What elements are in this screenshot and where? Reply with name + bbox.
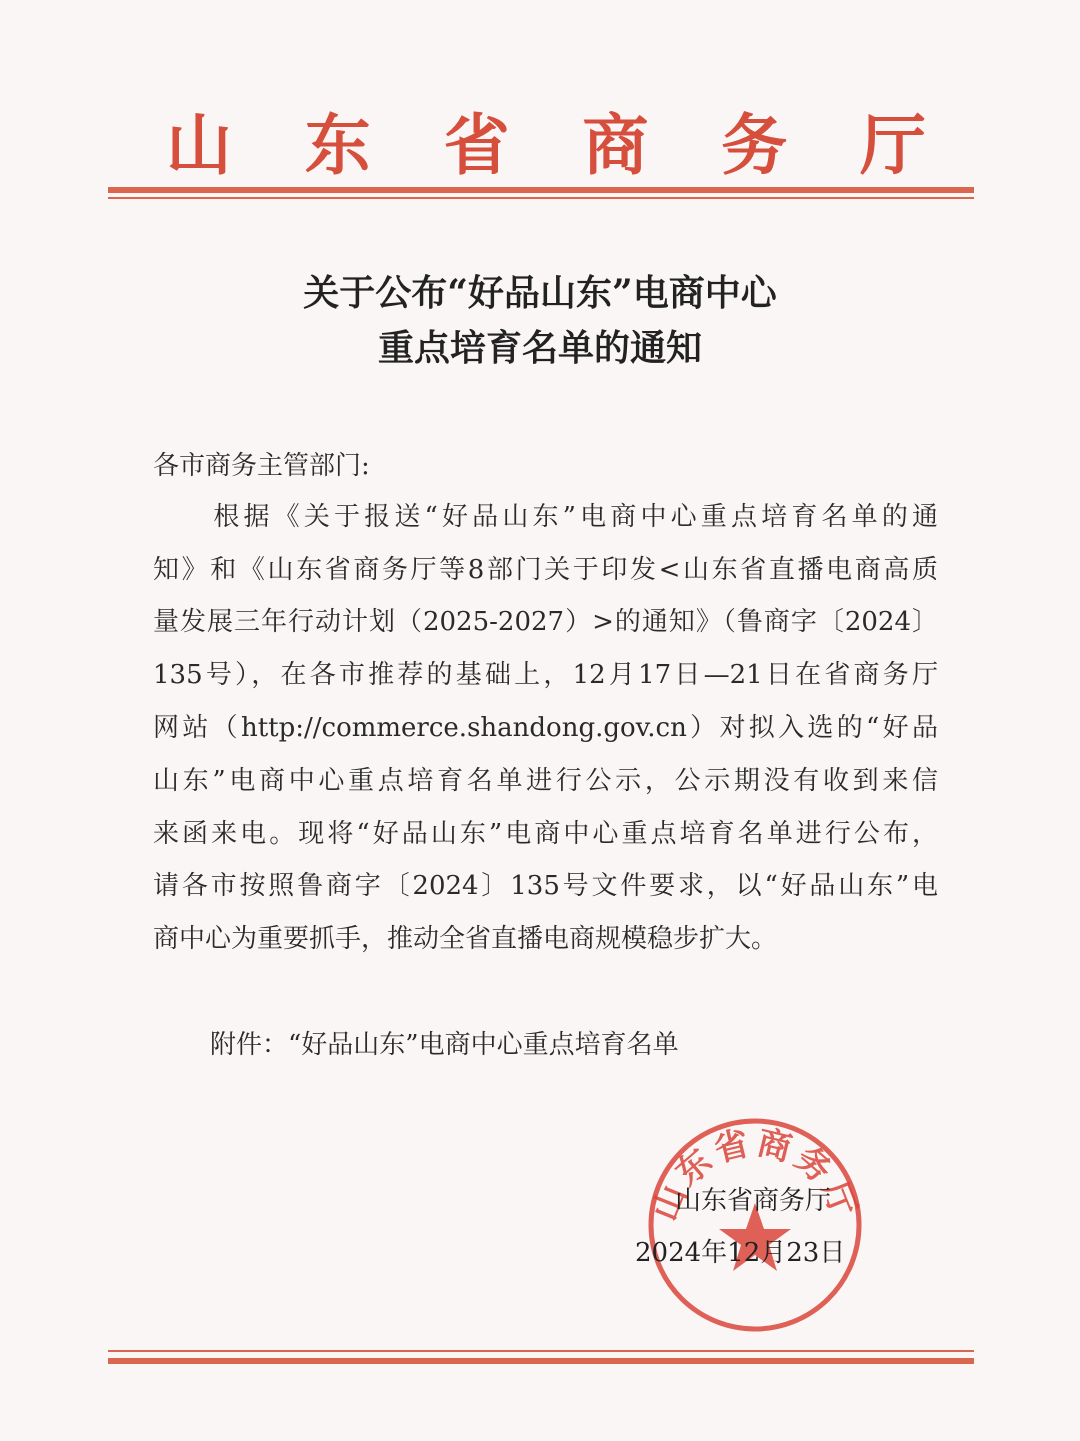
masthead-char: 商 xyxy=(582,106,649,184)
footer-rule-thick xyxy=(108,1358,974,1364)
attachment-note: 附件：“好品山东”电商中心重点培育名单 xyxy=(210,1030,679,1060)
signature-date: 2024年12月23日 xyxy=(635,1238,846,1268)
signature-organization: 山东省商务厅 xyxy=(675,1186,832,1216)
masthead-char: 山 xyxy=(166,106,232,184)
masthead-char: 厅 xyxy=(859,106,926,184)
masthead-rule-thin xyxy=(108,197,974,199)
masthead-char: 务 xyxy=(721,106,788,184)
body-line: 知》和《山东省商务厅等8部门关于印发<山东省直播电商高质 xyxy=(153,555,938,585)
body-line: 商中心为重要抓手，推动全省直播电商规模稳步扩大。 xyxy=(153,924,778,954)
body-line: 请各市按照鲁商字〔2024〕135号文件要求，以“好品山东”电 xyxy=(153,871,938,901)
masthead-char: 省 xyxy=(443,106,510,184)
body-line: 量发展三年行动计划（2025-2027）>的通知》（鲁商字〔2024〕 xyxy=(153,607,938,637)
svg-text:山东省商务厅: 山东省商务厅 xyxy=(645,1122,865,1227)
masthead xyxy=(108,100,974,190)
body-line: 来函来电。现将“好品山东”电商中心重点培育名单进行公布， xyxy=(153,819,938,849)
official-seal-stamp xyxy=(645,1115,865,1335)
title-line-2: 重点培育名单的通知 xyxy=(377,327,702,369)
body-line: 山东”电商中心重点培育名单进行公示，公示期没有收到来信 xyxy=(153,766,938,796)
masthead-char: 东 xyxy=(304,106,371,184)
body-line: 网站（http://commerce.shandong.gov.cn）对拟入选的“好品 xyxy=(153,713,938,743)
footer-rule-thin xyxy=(108,1350,974,1352)
body-line: 135号），在各市推荐的基础上，12月17日—21日在省商务厅 xyxy=(153,660,938,690)
salutation: 各市商务主管部门: xyxy=(153,451,370,481)
masthead-rule-thick xyxy=(108,187,974,193)
title-line-1: 关于公布“好品山东”电商中心 xyxy=(303,272,777,314)
body-line: 根据《关于报送“好品山东”电商中心重点培育名单的通 xyxy=(153,502,938,532)
